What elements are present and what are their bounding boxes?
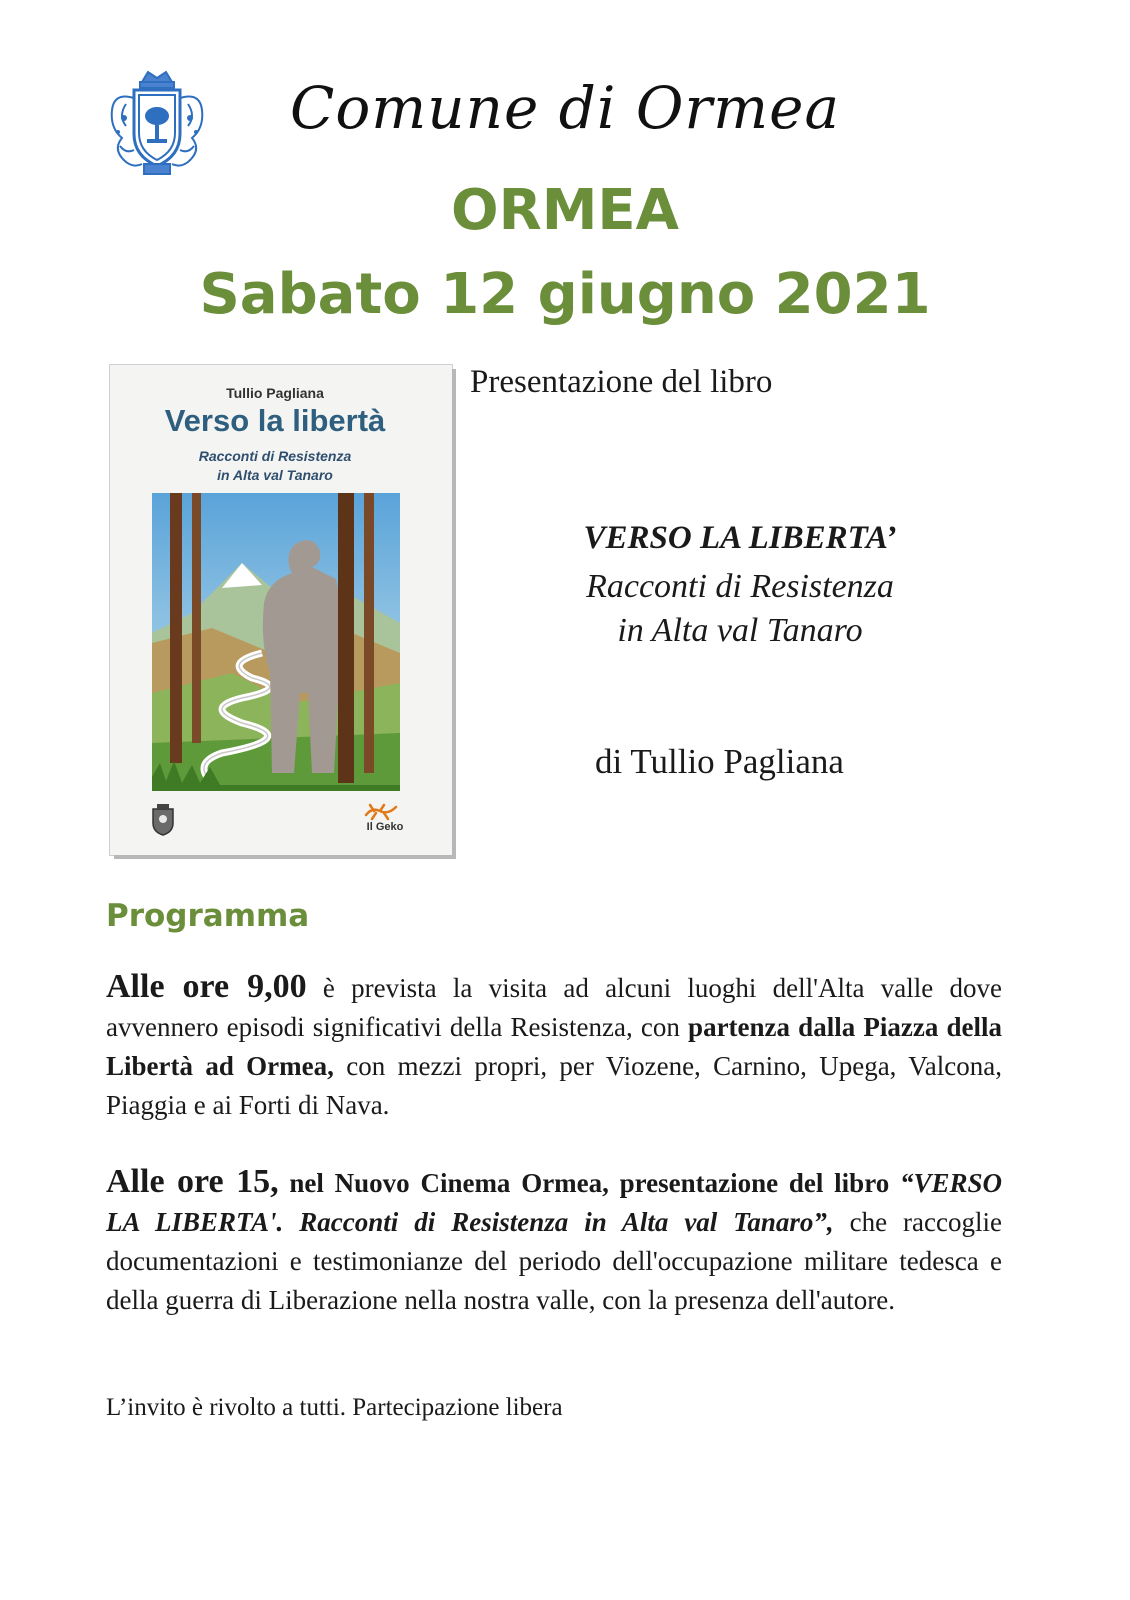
programme-bold-text: partenza dalla Piazza della Libertà ad Ormea, [106,1012,1002,1081]
comune-title: Comune di Ormea [289,74,841,142]
programme-book-title: “VERSO LA LIBERTA'. Racconti di Resistenza in Alta val Tanaro”, [106,1168,1003,1237]
programme-time: Alle ore 15, [106,1163,279,1200]
book-subtitle: Racconti di Resistenza in Alta val Tanaro [586,568,894,649]
cover-subtitle: Racconti di Resistenza in Alta val Tanaro [198,448,352,483]
programme-item-afternoon [106,1162,1002,1320]
cover-title: Verso la libertà [164,403,386,438]
cover-publisher: Il Geko [366,821,404,833]
gecko-icon [362,801,402,823]
cover-author: Tullio Pagliana [226,385,324,401]
programme-item-morning [106,967,1002,1125]
programme-heading: Programma [106,898,310,934]
programme-bold-text: nel Nuovo Cinema Ormea, presentazione del libro [278,1168,900,1198]
event-date: Sabato 12 giugno 2021 [199,262,931,327]
town-name: ORMEA [450,178,680,243]
presentation-label: Presentazione del libro [470,364,773,400]
book-title: VERSO LA LIBERTA’ [583,520,897,556]
invite-note: L’invito è rivolto a tutti. Partecipazione libera [106,1394,563,1421]
book-cover [110,365,452,855]
programme-time: Alle ore 9,00 [106,968,307,1005]
programme-text: che raccoglie documentazioni e testimonianze del periodo dell'occupazione militare tedesca e della guerra di Liberazione nella nostra valle, con la presenza dell'autore. [106,1207,1002,1315]
book-author: di Tullio Pagliana [595,742,844,781]
cover-crest-icon [148,803,178,837]
programme-text: con mezzi propri, per Viozene, Carnino, Upega, Valcona, Piaggia e ai Forti di Nava. [106,1051,1002,1120]
cover-illustration [152,493,400,791]
programme-text: è prevista la visita ad alcuni luoghi dell'Alta valle dove avvennero episodi significativi della Resistenza, con [106,973,1002,1042]
